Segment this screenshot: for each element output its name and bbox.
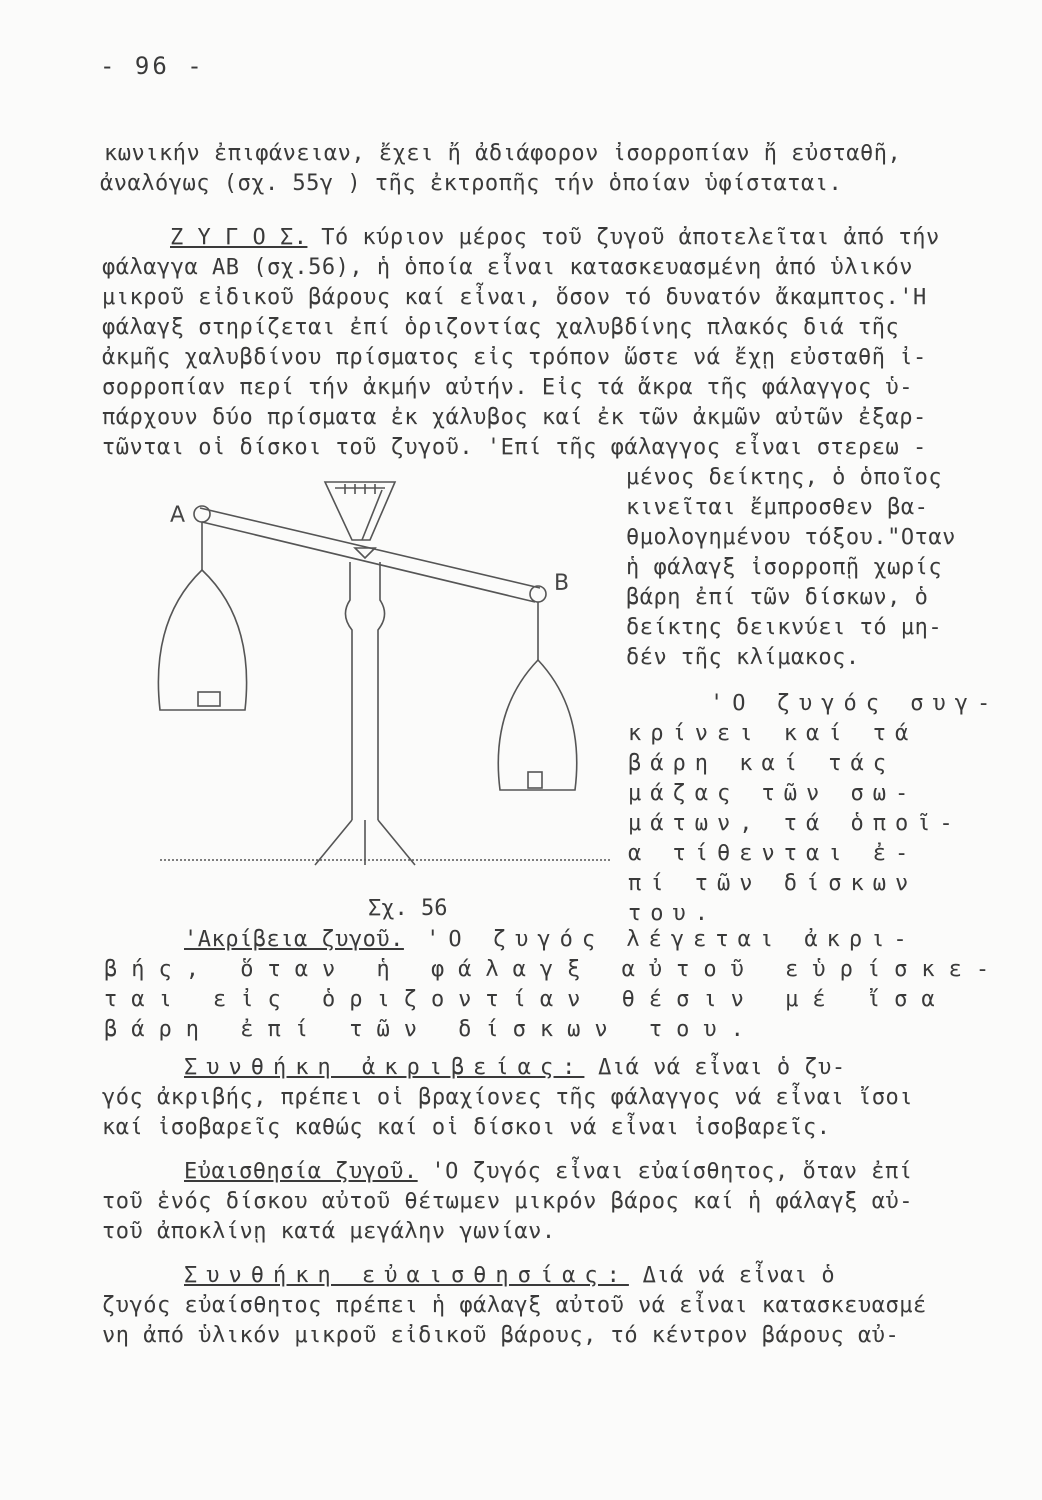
weight-b <box>528 772 542 788</box>
text-line: βάρη ἐπί τῶν δίσκων του. <box>104 1017 758 1042</box>
label-b: Β <box>554 571 570 596</box>
text-line: ται εἰς ὁριζοντίαν θέσιν μέ ἴσα <box>104 987 949 1012</box>
section-heading-synthiki-euaisthisias: Συνθήκη εὐαισθησίας: <box>184 1263 629 1288</box>
text-line: τοῦ ἀποκλίνῃ κατά μεγάλην γωνίαν. <box>102 1219 556 1244</box>
section-heading-akriveia: 'Ακρίβεια ζυγοῦ. <box>184 927 404 952</box>
figure-caption: Σχ. 56 <box>368 896 448 921</box>
text-span: Διά νά εἶναι ὁ <box>628 1263 836 1288</box>
text-line: φάλαγγα ΑΒ (σχ.56), ἡ ὁποία εἶναι κατασκευασμένη ἀπό ὑλικόν <box>102 255 913 280</box>
text-line: μάζας τῶν σω- <box>628 781 918 806</box>
text-line: φάλαγξ στηρίζεται ἐπί ὁριζοντίας χαλυβδίνης πλακός διά τῆς <box>102 315 900 340</box>
weight-a <box>198 692 220 706</box>
text-line: καί ἰσοβαρεῖς καθώς καί οἱ δίσκοι νά εἶναι ἰσοβαρεῖς. <box>102 1115 831 1140</box>
page-number: - 96 - <box>100 52 205 80</box>
text-line: κινεῖται ἔμπροσθεν βα- <box>626 495 929 520</box>
text-line: μικροῦ εἰδικοῦ βάρους καί εἶναι, ὅσον τό δυνατόν ἄκαμπτος.'Η <box>102 285 927 310</box>
pointer-needle <box>362 490 382 540</box>
text-span: Διά νά εἶναι ὁ ζυ- <box>584 1055 846 1080</box>
text-line: ἀναλόγως (σχ. 55γ ) τῆς ἐκτροπῆς τήν ὁποίαν ὑφίσταται. <box>100 171 843 196</box>
section-heading-zygos: Ζ Υ Γ Ο Σ. <box>170 225 308 250</box>
scale-tick-marks <box>345 484 375 494</box>
text-line: βής, ὅταν ἡ φάλαγξ αὐτοῦ εὑρίσκε- <box>104 957 1004 982</box>
balance-scale-figure <box>130 470 630 890</box>
text-line: ζυγός εὐαίσθητος πρέπει ἡ φάλαγξ αὐτοῦ νά εἶναι κατασκευασμέ <box>102 1293 927 1318</box>
text-line: σορροπίαν περί τήν ἀκμήν αὐτήν. Εἰς τά ἄκρα τῆς φάλαγγος ὑ- <box>102 375 913 400</box>
text-line: γός ἀκριβής, πρέπει οἱ βραχίονες τῆς φάλαγγος νά εἶναι ἴσοι <box>102 1085 913 1110</box>
text-line: ἡ φάλαγξ ἰσορροπῇ χωρίς <box>626 555 943 580</box>
text-line: κρίνει καί τά <box>628 721 918 746</box>
fulcrum-prism <box>355 548 375 558</box>
knife-edge-b <box>530 586 546 602</box>
text-line: μάτων, τά ὁποῖ- <box>628 811 962 836</box>
text-line: τοῦ ἑνός δίσκου αὐτοῦ θέτωμεν μικρόν βάρος καί ἡ φάλαγξ αὐ- <box>102 1189 913 1214</box>
text-span: Τό κύριον μέρος τοῦ ζυγοῦ ἀποτελεῖται ἀπό τήν <box>307 225 940 250</box>
scale-arc-icon <box>325 482 395 540</box>
text-line: κωνικήν ἐπιφάνειαν, ἔχει ἤ ἀδιάφορον ἰσορροπίαν ἤ εὐσταθῆ, <box>104 141 902 166</box>
text-span: 'Ο ζυγός λέγεται ἀκρι- <box>403 927 916 952</box>
text-span: 'Ο ζυγός εἶναι εὐαίσθητος, ὅταν ἐπί <box>417 1159 913 1184</box>
paragraph-first-line <box>184 926 916 954</box>
paragraph-first-line <box>184 1262 835 1290</box>
text-line: του. <box>628 901 717 926</box>
text-line: νη ἀπό ὑλικόν μικροῦ εἰδικοῦ βάρους, τό κέντρον βάρους αὐ- <box>102 1323 900 1348</box>
text-line: βάρη ἐπί τῶν δίσκων, ὁ <box>626 585 929 610</box>
text-line: ἀκμῆς χαλυβδίνου πρίσματος εἰς τρόπον ὥστε νά ἔχῃ εὐσταθῆ ἰ- <box>102 345 927 370</box>
section-heading-euaisthisia: Εὐαισθησία ζυγοῦ. <box>184 1159 418 1184</box>
column-stand <box>345 562 384 820</box>
text-line: βάρη καί τάς <box>628 751 895 776</box>
text-line: 'Ο ζυγός συγ- <box>710 691 1000 716</box>
pan-a <box>158 570 246 710</box>
text-line: μένος δείκτης, ὁ ὁποῖος <box>626 465 943 490</box>
stand-legs <box>315 820 415 865</box>
text-line: δείκτης δεικνύει τό μη- <box>626 615 943 640</box>
paragraph-first-line <box>170 224 940 252</box>
text-line: πάρχουν δύο πρίσματα ἐκ χάλυβος καί ἐκ τῶν ἀκμῶν αὐτῶν ἐξαρ- <box>102 405 927 430</box>
text-line: τῶνται οἱ δίσκοι τοῦ ζυγοῦ. 'Επί τῆς φάλαγγος εἶναι στερεω - <box>102 435 927 460</box>
label-a: Α <box>170 503 186 528</box>
pan-b <box>498 660 576 790</box>
text-line: θμολογημένου τόξου."Οταν <box>626 525 956 550</box>
text-line: δέν τῆς κλίμακος. <box>626 645 860 670</box>
paragraph-first-line <box>184 1158 913 1186</box>
section-heading-synthiki-akriveias: Συνθήκη ἀκριβείας: <box>184 1055 585 1080</box>
text-line: α τίθενται ἐ- <box>628 841 918 866</box>
text-line: πί τῶν δίσκων <box>628 871 918 896</box>
paragraph-first-line <box>184 1054 846 1082</box>
